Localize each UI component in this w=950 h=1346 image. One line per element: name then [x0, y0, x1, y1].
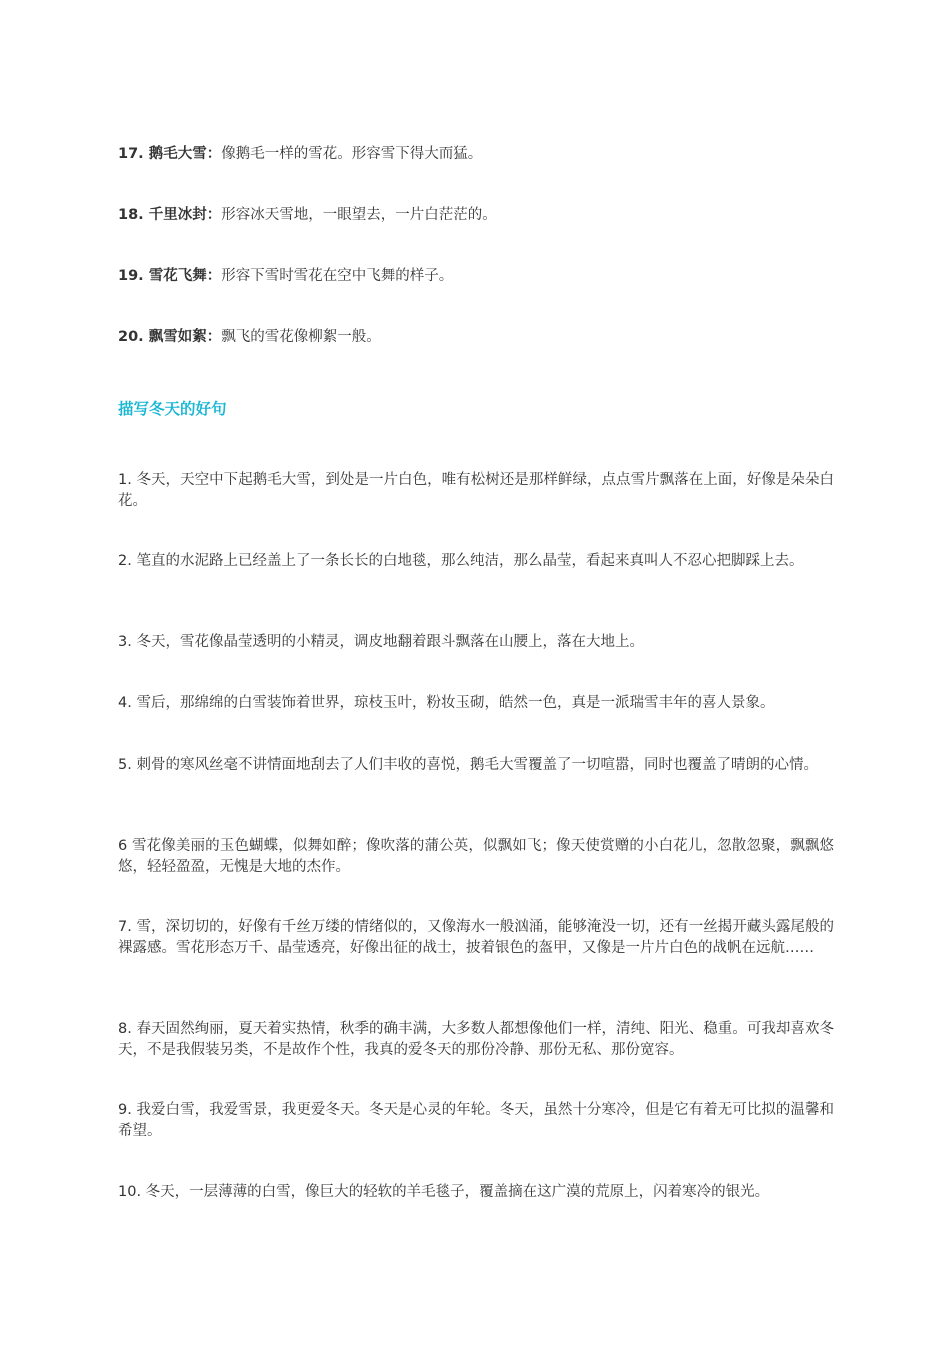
section-heading: 描写冬天的好句 — [118, 400, 227, 418]
sentence-7: 7. 雪，深切切的，好像有千丝万缕的情绪似的，又像海水一般汹涌，能够淹没一切，还有一丝揭开藏头露尾般的裸露感。雪花形态万千、晶莹透亮，好像出征的战士，披着银色的盔甲，又像是一片片白色的战帆在远航…… — [118, 919, 834, 956]
sentence-1: 1. 冬天，天空中下起鹅毛大雪，到处是一片白色，唯有松树还是那样鲜绿，点点雪片飘落在上面，好像是朵朵白花。 — [118, 472, 834, 509]
sentence-6: 6 雪花像美丽的玉色蝴蝶，似舞如醉；像吹落的蒲公英，似飘如飞；像天使赏赠的小白花儿，忽散忽聚，飘飘悠悠，轻轻盈盈，无愧是大地的杰作。 — [118, 838, 834, 875]
idiom-description: 形容冰天雪地，一眼望去，一片白茫茫的。 — [221, 207, 497, 223]
idiom-term: 19. 雪花飞舞： — [118, 268, 222, 284]
sentence-5: 5. 刺骨的寒风丝毫不讲情面地刮去了人们丰收的喜悦，鹅毛大雪覆盖了一切喧嚣，同时也覆盖了晴朗的心情。 — [118, 757, 818, 773]
sentence-8: 8. 春天固然绚丽，夏天着实热情，秋季的确丰满，大多数人都想像他们一样，清纯、阳光、稳重。可我却喜欢冬天，不是我假装另类，不是故作个性，我真的爱冬天的那份冷静、那份无私、那份宽容。 — [118, 1021, 834, 1058]
idiom-term: 17. 鹅毛大雪： — [118, 146, 222, 162]
sentence-3: 3. 冬天，雪花像晶莹透明的小精灵，调皮地翻着跟斗飘落在山腰上，落在大地上。 — [118, 634, 644, 650]
sentence-4: 4. 雪后，那绵绵的白雪装饰着世界，琼枝玉叶，粉妆玉砌，皓然一色，真是一派瑞雪丰年的喜人景象。 — [118, 695, 775, 711]
idiom-description: 飘飞的雪花像柳絮一般。 — [221, 329, 381, 345]
idiom-term: 18. 千里冰封： — [118, 207, 222, 223]
sentence-9: 9. 我爱白雪，我爱雪景，我更爱冬天。冬天是心灵的年轮。冬天，虽然十分寒冷，但是它有着无可比拟的温馨和希望。 — [118, 1102, 834, 1139]
idiom-item-19 — [118, 266, 834, 287]
idiom-item-17 — [118, 144, 834, 165]
idiom-item-18 — [118, 205, 834, 226]
idiom-description: 形容下雪时雪花在空中飞舞的样子。 — [221, 268, 454, 284]
idiom-item-20 — [118, 327, 834, 348]
idiom-term: 20. 飘雪如絮： — [118, 329, 222, 345]
sentence-10: 10. 冬天，一层薄薄的白雪，像巨大的轻软的羊毛毯子，覆盖摘在这广漠的荒原上，闪着寒冷的银光。 — [118, 1184, 770, 1200]
idiom-description: 像鹅毛一样的雪花。形容雪下得大而猛。 — [221, 146, 483, 162]
sentence-2: 2. 笔直的水泥路上已经盖上了一条长长的白地毯，那么纯洁，那么晶莹，看起来真叫人不忍心把脚踩上去。 — [118, 553, 804, 569]
